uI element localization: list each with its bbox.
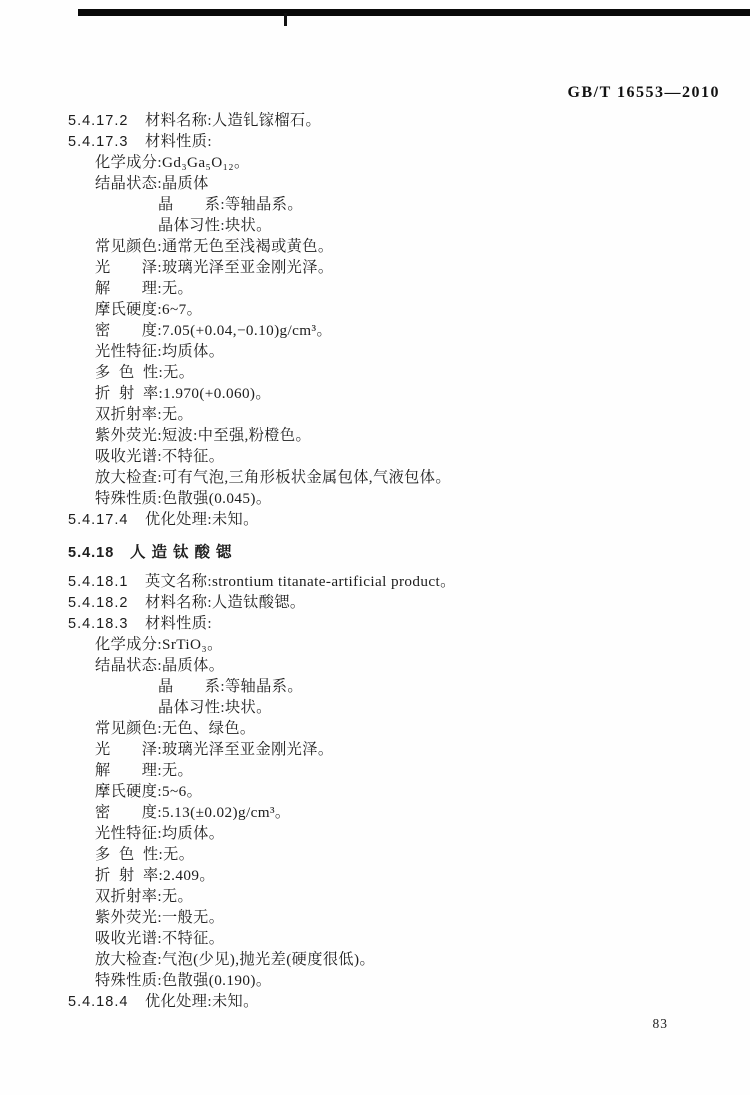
property-line: [68, 823, 708, 844]
property-line: [68, 760, 708, 781]
property-line: [68, 320, 708, 341]
scan-artifact-bar: [78, 9, 750, 16]
clause-line: [68, 592, 708, 613]
line-text: 放大检查:气泡(少见),抛光差(硬度很低)。: [95, 951, 376, 968]
line-text: 折 射 率:1.970(+0.060)。: [95, 385, 271, 402]
clause-number: 5.4.18.2: [68, 595, 129, 611]
line-text: 放大检查:可有气泡,三角形板状金属包体,气液包体。: [95, 469, 451, 486]
line-text: 摩氏硬度:6~7。: [95, 301, 203, 318]
property-line: [68, 697, 708, 718]
clause-number: 5.4.17.2: [68, 113, 129, 129]
property-line: [68, 886, 708, 907]
line-text: 密 度:7.05(+0.04,−0.10)g/cm³。: [95, 322, 333, 339]
clause-number: 5.4.18.4: [68, 994, 129, 1010]
property-line: [68, 802, 708, 823]
property-line: [68, 341, 708, 362]
property-line: [68, 215, 708, 236]
line-text: 晶体习性:块状。: [158, 699, 272, 716]
clause-number: 5.4.18.3: [68, 616, 129, 632]
clause-number: 5.4.18: [68, 545, 115, 561]
line-text: 密 度:5.13(±0.02)g/cm³。: [95, 804, 291, 821]
clause-line: [68, 509, 708, 530]
property-line: [68, 949, 708, 970]
line-text: 优化处理:未知。: [145, 511, 259, 528]
property-line: [68, 152, 708, 173]
property-line: [68, 362, 708, 383]
clause-line: [68, 110, 708, 131]
standard-code: GB/T 16553—2010: [567, 84, 720, 101]
line-text: 特殊性质:色散强(0.190)。: [95, 972, 272, 989]
line-text: 人造钛酸锶: [130, 544, 238, 561]
property-line: [68, 425, 708, 446]
line-text: 结晶状态:晶质体: [95, 175, 209, 192]
line-text: 紫外荧光:一般无。: [95, 909, 225, 926]
property-line: [68, 970, 708, 991]
property-line: [68, 383, 708, 404]
line-text: 紫外荧光:短波:中至强,粉橙色。: [95, 427, 312, 444]
line-text: 摩氏硬度:5~6。: [95, 783, 203, 800]
line-text: 英文名称:strontium titanate-artificial product。: [145, 573, 456, 590]
line-text: 材料名称:人造钆镓榴石。: [145, 112, 322, 129]
line-text: 晶 系:等轴晶系。: [158, 678, 303, 695]
property-line: [68, 173, 708, 194]
line-text: 光性特征:均质体。: [95, 825, 225, 842]
property-line: [68, 236, 708, 257]
page-body: [68, 110, 708, 1012]
line-text: 解 理:无。: [95, 280, 194, 297]
line-text: 特殊性质:色散强(0.045)。: [95, 490, 272, 507]
property-line: [68, 739, 708, 760]
line-text: 吸收光谱:不特征。: [95, 448, 225, 465]
line-text: 结晶状态:晶质体。: [95, 657, 225, 674]
page-number: 83: [652, 1016, 668, 1031]
property-line: [68, 194, 708, 215]
property-line: [68, 676, 708, 697]
line-text: 常见颜色:无色、绿色。: [95, 720, 256, 737]
line-text: 化学成分:SrTiO₃。: [95, 636, 223, 653]
property-line: [68, 844, 708, 865]
clause-number: 5.4.18.1: [68, 574, 129, 590]
clause-line: [68, 571, 708, 592]
line-text: 光 泽:玻璃光泽至亚金刚光泽。: [95, 741, 334, 758]
page-header: [568, 84, 720, 102]
line-text: 双折射率:无。: [95, 888, 194, 905]
property-line: [68, 446, 708, 467]
property-line: [68, 634, 708, 655]
clause-number: 5.4.17.3: [68, 134, 129, 150]
line-text: 光 泽:玻璃光泽至亚金刚光泽。: [95, 259, 334, 276]
property-line: [68, 865, 708, 886]
property-line: [68, 257, 708, 278]
line-text: 多 色 性:无。: [95, 846, 195, 863]
clause-line: [68, 131, 708, 152]
line-text: 解 理:无。: [95, 762, 194, 779]
clause-line: [68, 991, 708, 1012]
line-text: 折 射 率:2.409。: [95, 867, 215, 884]
property-line: [68, 467, 708, 488]
property-line: [68, 299, 708, 320]
line-text: 晶 系:等轴晶系。: [158, 196, 303, 213]
property-line: [68, 718, 708, 739]
line-text: 多 色 性:无。: [95, 364, 195, 381]
clause-line: [68, 613, 708, 634]
scan-artifact-tick: [284, 13, 287, 26]
property-line: [68, 928, 708, 949]
property-line: [68, 781, 708, 802]
line-text: 材料性质:: [145, 615, 212, 632]
line-text: 双折射率:无。: [95, 406, 194, 423]
property-line: [68, 907, 708, 928]
property-line: [68, 655, 708, 676]
property-line: [68, 404, 708, 425]
section-heading: [68, 542, 708, 563]
line-text: 优化处理:未知。: [145, 993, 259, 1010]
property-line: [68, 278, 708, 299]
line-text: 材料名称:人造钛酸锶。: [145, 594, 306, 611]
line-text: 化学成分:Gd₃Ga₅O₁₂。: [95, 154, 250, 171]
clause-number: 5.4.17.4: [68, 512, 129, 528]
property-line: [68, 488, 708, 509]
line-text: 光性特征:均质体。: [95, 343, 225, 360]
line-text: 常见颜色:通常无色至浅褐或黄色。: [95, 238, 334, 255]
line-text: 吸收光谱:不特征。: [95, 930, 225, 947]
line-text: 材料性质:: [145, 133, 212, 150]
line-text: 晶体习性:块状。: [158, 217, 272, 234]
